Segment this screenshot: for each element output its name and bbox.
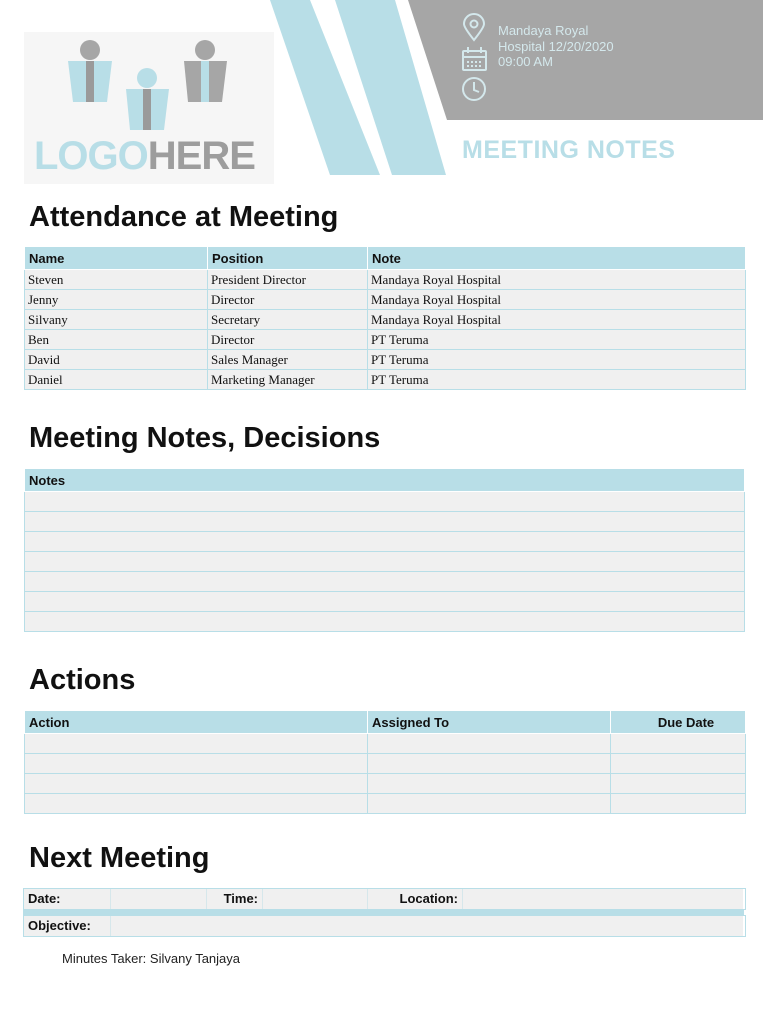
cell-note[interactable]: Mandaya Royal Hospital xyxy=(368,310,746,330)
table-row xyxy=(25,552,745,572)
table-row xyxy=(25,350,746,370)
action-cell[interactable] xyxy=(25,754,368,774)
cell-name[interactable]: Jenny xyxy=(25,290,208,310)
actions-table xyxy=(24,710,746,814)
table-row xyxy=(25,734,746,754)
time-label: Time: xyxy=(207,889,263,909)
due-date-cell[interactable] xyxy=(611,754,746,774)
column-header-due-date: Due Date xyxy=(611,711,746,734)
table-row xyxy=(25,612,745,632)
table-row xyxy=(25,370,746,390)
cell-name[interactable]: Daniel xyxy=(25,370,208,390)
table-row xyxy=(25,310,746,330)
time-field[interactable] xyxy=(263,889,368,909)
notes-cell[interactable] xyxy=(25,552,745,572)
cell-position[interactable]: Director xyxy=(208,330,368,350)
table-row xyxy=(25,290,746,310)
objective-field[interactable] xyxy=(111,916,743,936)
column-header-position: Position xyxy=(208,247,368,270)
cell-note[interactable]: PT Teruma xyxy=(368,370,746,390)
cell-position[interactable]: President Director xyxy=(208,270,368,290)
location-date-text: Hospital 12/20/2020 xyxy=(498,39,614,54)
actions-heading: Actions xyxy=(29,664,136,696)
location-field[interactable] xyxy=(463,889,743,909)
action-cell[interactable] xyxy=(25,734,368,754)
assigned-cell[interactable] xyxy=(368,734,611,754)
next-meeting-heading: Next Meeting xyxy=(29,842,210,874)
time-text: 09:00 AM xyxy=(498,54,553,69)
objective-row xyxy=(23,915,746,937)
column-header-notes: Notes xyxy=(25,469,745,492)
cell-name[interactable]: Silvany xyxy=(25,310,208,330)
cell-position[interactable]: Director xyxy=(208,290,368,310)
table-row xyxy=(25,774,746,794)
action-cell[interactable] xyxy=(25,774,368,794)
table-row xyxy=(25,270,746,290)
due-date-cell[interactable] xyxy=(611,734,746,754)
cell-note[interactable]: Mandaya Royal Hospital xyxy=(368,270,746,290)
action-cell[interactable] xyxy=(25,794,368,814)
cell-name[interactable]: David xyxy=(25,350,208,370)
column-header-name: Name xyxy=(25,247,208,270)
table-row xyxy=(25,754,746,774)
cell-name[interactable]: Ben xyxy=(25,330,208,350)
notes-table xyxy=(24,468,745,632)
cell-name[interactable]: Steven xyxy=(25,270,208,290)
table-row xyxy=(25,532,745,552)
due-date-cell[interactable] xyxy=(611,774,746,794)
notes-cell[interactable] xyxy=(25,512,745,532)
assigned-cell[interactable] xyxy=(368,754,611,774)
table-row xyxy=(25,794,746,814)
location-label: Location: xyxy=(368,889,463,909)
next-meeting-row xyxy=(23,888,746,910)
minutes-taker: Minutes Taker: Silvany Tanjaya xyxy=(62,951,241,966)
objective-label: Objective: xyxy=(24,916,111,936)
date-label: Date: xyxy=(24,889,111,909)
cell-note[interactable]: PT Teruma xyxy=(368,330,746,350)
notes-cell[interactable] xyxy=(25,612,745,632)
notes-cell[interactable] xyxy=(25,572,745,592)
cell-note[interactable]: PT Teruma xyxy=(368,350,746,370)
notes-heading: Meeting Notes, Decisions xyxy=(29,422,381,454)
attendance-heading: Attendance at Meeting xyxy=(29,201,339,233)
assigned-cell[interactable] xyxy=(368,774,611,794)
table-row xyxy=(25,492,745,512)
column-header-action: Action xyxy=(25,711,368,734)
cell-position[interactable]: Secretary xyxy=(208,310,368,330)
notes-cell[interactable] xyxy=(25,492,745,512)
column-header-assigned-to: Assigned To xyxy=(368,711,611,734)
table-row xyxy=(25,592,745,612)
notes-cell[interactable] xyxy=(25,592,745,612)
attendance-table xyxy=(24,246,746,390)
table-row xyxy=(25,512,745,532)
table-row xyxy=(25,330,746,350)
cell-position[interactable]: Marketing Manager xyxy=(208,370,368,390)
notes-cell[interactable] xyxy=(25,532,745,552)
location-text: Mandaya Royal xyxy=(498,23,589,38)
table-row xyxy=(25,572,745,592)
date-field[interactable] xyxy=(111,889,207,909)
column-header-note: Note xyxy=(368,247,746,270)
due-date-cell[interactable] xyxy=(611,794,746,814)
logo-text: LOGOHERE xyxy=(34,134,255,178)
cell-note[interactable]: Mandaya Royal Hospital xyxy=(368,290,746,310)
cell-position[interactable]: Sales Manager xyxy=(208,350,368,370)
document-title: MEETING NOTES xyxy=(462,136,676,164)
assigned-cell[interactable] xyxy=(368,794,611,814)
